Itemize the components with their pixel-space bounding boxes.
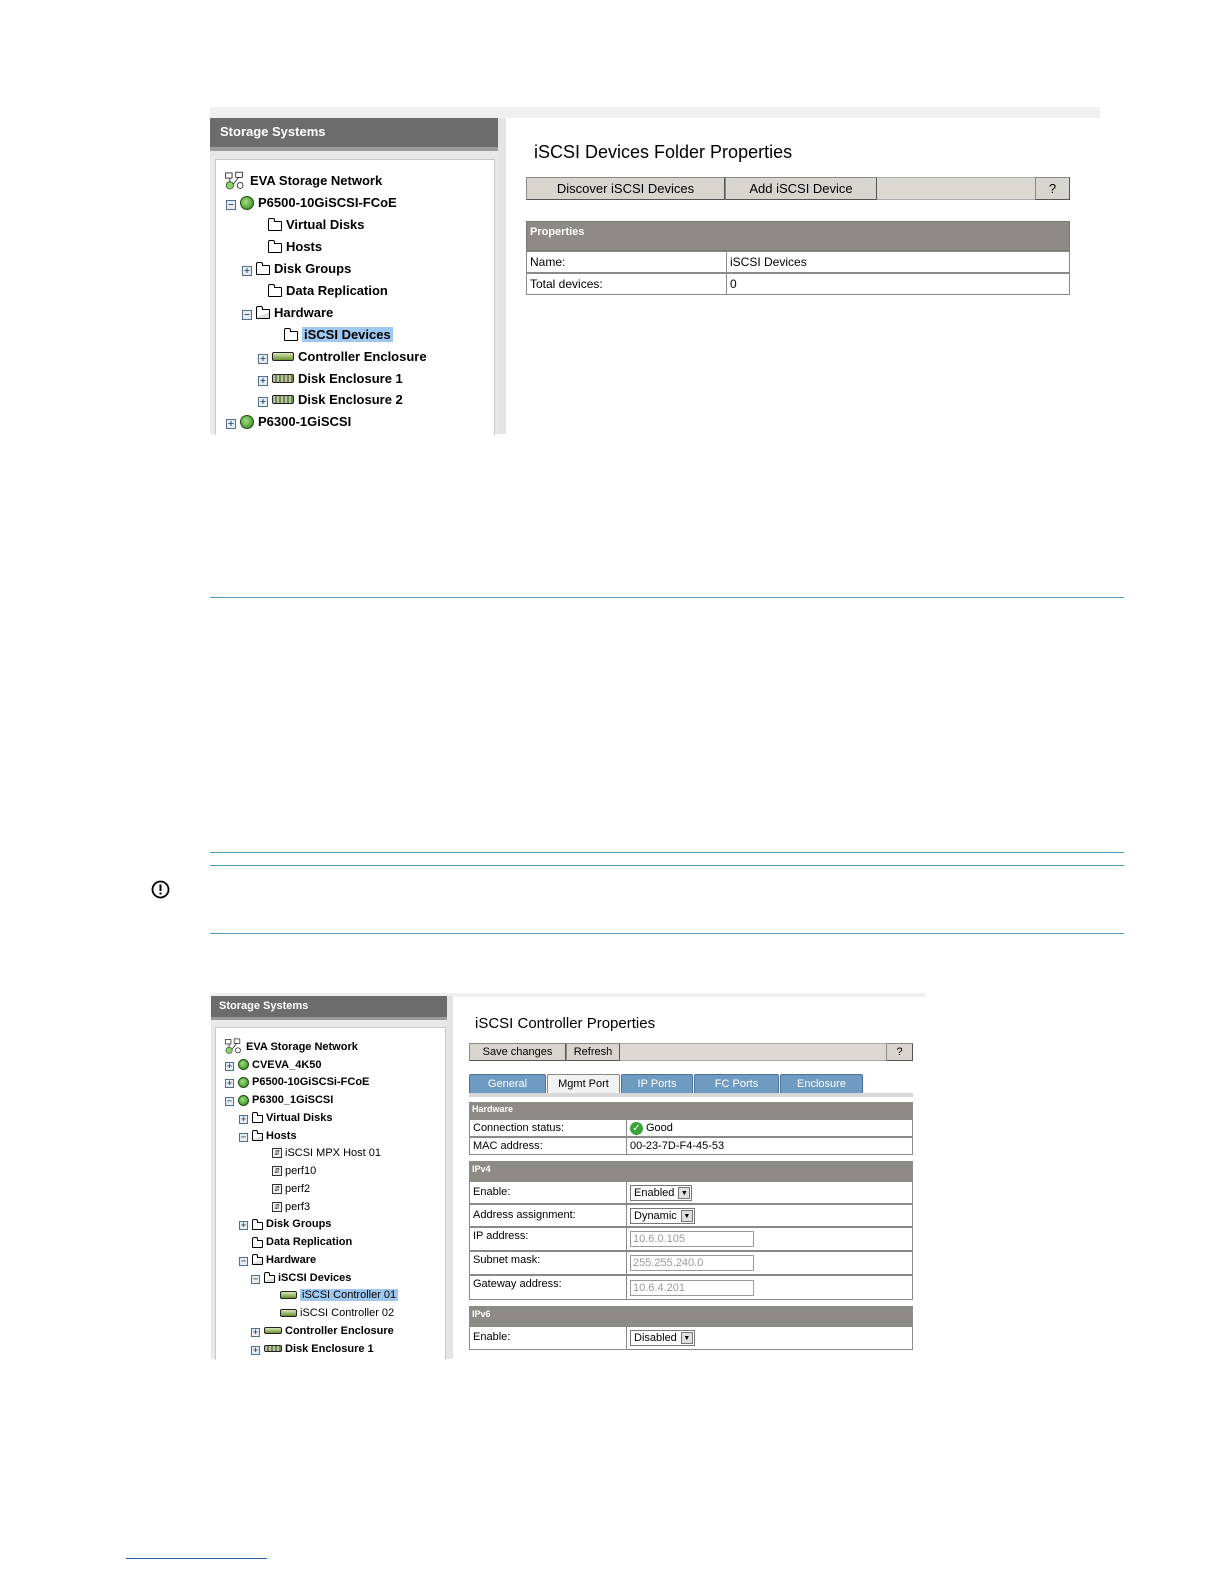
- note-top-line: [210, 852, 1124, 853]
- expand-toggle-icon[interactable]: −: [227, 200, 235, 210]
- expand-toggle-icon[interactable]: +: [252, 1345, 259, 1354]
- globe-icon: [238, 1059, 249, 1070]
- expand-toggle-icon[interactable]: +: [240, 1221, 247, 1230]
- ipv6-enable-row: [469, 1326, 913, 1350]
- address-assignment-row: [469, 1204, 913, 1227]
- disk-enclosure-icon: [264, 1345, 282, 1352]
- expand-toggle-icon[interactable]: +: [252, 1327, 259, 1336]
- tree-item-label: iSCSI MPX Host 01: [285, 1147, 381, 1160]
- help-button[interactable]: ?: [1035, 177, 1070, 200]
- mac-address-value: 00-23-7D-F4-45-53: [630, 1140, 725, 1152]
- check-icon: ✓: [630, 1122, 643, 1135]
- discover-iscsi-devices-button[interactable]: Discover iSCSI Devices: [526, 177, 725, 200]
- tree-item[interactable]: [259, 1180, 310, 1198]
- subnet-mask-row: [469, 1251, 913, 1275]
- subnet-mask-input[interactable]: 255.255.240.0: [630, 1255, 754, 1271]
- tree-item[interactable]: [254, 236, 322, 258]
- ipv4-enable-select[interactable]: [630, 1185, 692, 1201]
- refresh-button[interactable]: Refresh: [566, 1043, 620, 1061]
- property-row-name: [526, 251, 1070, 273]
- folder-icon: [284, 331, 298, 341]
- property-row-total-devices: [526, 273, 1070, 295]
- tree-item[interactable]: [258, 389, 403, 411]
- divider-line: [210, 597, 1124, 598]
- ipv4-enable-label: Enable:: [470, 1182, 627, 1203]
- tree-item-label: Data Replication: [286, 282, 388, 298]
- expand-toggle-icon[interactable]: +: [259, 375, 267, 385]
- tree-item-label: Hosts: [266, 1129, 297, 1142]
- globe-icon: [238, 1077, 249, 1088]
- top-strip: [210, 107, 1100, 118]
- gateway-address-row: [469, 1275, 913, 1300]
- ip-address-input[interactable]: 10.6.0.105: [630, 1231, 754, 1247]
- page-title: iSCSI Devices Folder Properties: [534, 142, 793, 162]
- tree-item[interactable]: [239, 1216, 331, 1234]
- host-icon: ⇵: [272, 1148, 282, 1158]
- panel-title: Storage Systems: [211, 996, 447, 1017]
- ipv4-enable-row: [469, 1181, 913, 1204]
- expand-toggle-icon[interactable]: −: [240, 1256, 247, 1265]
- tree-item[interactable]: [251, 1269, 351, 1287]
- tree-item-label: P6300-1GiSCSI: [258, 414, 352, 430]
- property-key: Total devices:: [527, 274, 727, 294]
- folder-icon: [252, 1115, 263, 1123]
- tree-item-label: Disk Enclosure 1: [298, 370, 403, 386]
- page-title: iSCSI Controller Properties: [475, 1015, 656, 1032]
- tree-item-label: iSCSI Controller 02: [300, 1307, 395, 1320]
- tree-item-label: Controller Enclosure: [298, 348, 427, 364]
- ipv6-enable-select[interactable]: [630, 1330, 695, 1346]
- tree-item[interactable]: [239, 1127, 297, 1145]
- expand-toggle-icon[interactable]: +: [226, 1061, 233, 1070]
- tree-item[interactable]: [258, 367, 403, 389]
- tree-item-label: Virtual Disks: [266, 1111, 333, 1124]
- globe-icon: [240, 196, 254, 210]
- ip-address-label: IP address:: [470, 1228, 627, 1250]
- tree-item[interactable]: [259, 1145, 381, 1163]
- dropdown-arrow-icon: ▼: [681, 1210, 693, 1222]
- expand-toggle-icon[interactable]: +: [227, 419, 235, 429]
- tree-item-label: Disk Enclosure 2: [298, 392, 403, 408]
- ipv6-section-header: IPv6: [469, 1306, 913, 1326]
- tree-item[interactable]: [259, 1198, 310, 1216]
- connection-status-row: [469, 1119, 913, 1137]
- tree-item-label: perf2: [285, 1182, 311, 1195]
- expand-toggle-icon[interactable]: −: [243, 309, 251, 319]
- tree-item-label: Disk Groups: [266, 1218, 332, 1231]
- connection-status-value: Good: [646, 1122, 673, 1134]
- tree-item-label: perf3: [285, 1200, 311, 1213]
- note-bottom-line: [210, 933, 1124, 934]
- expand-toggle-icon[interactable]: +: [243, 266, 251, 276]
- mac-address-row: [469, 1137, 913, 1155]
- folder-icon: [256, 265, 270, 275]
- tree-item-label: perf10: [285, 1165, 317, 1178]
- expand-toggle-icon[interactable]: +: [259, 397, 267, 407]
- gateway-address-input[interactable]: 10.6.4.201: [630, 1280, 754, 1296]
- tree-item-label: P6500-10GiSCSI-FCoE: [258, 195, 397, 211]
- connection-status-label: Connection status:: [470, 1120, 627, 1136]
- tree-item-label: EVA Storage Network: [250, 173, 383, 189]
- tree-item[interactable]: [226, 192, 397, 214]
- host-icon: ⇵: [272, 1166, 282, 1176]
- tree-item-label: Data Replication: [266, 1236, 353, 1249]
- tree-item[interactable]: [239, 1233, 352, 1251]
- note-top-line-2: [210, 865, 1124, 866]
- folder-open-icon: [256, 309, 270, 319]
- host-icon: ⇵: [272, 1202, 282, 1212]
- help-button[interactable]: ?: [886, 1043, 913, 1061]
- controller-enclosure-icon: [272, 352, 294, 361]
- tree-item-label: iSCSI Controller 01: [302, 1289, 397, 1302]
- expand-toggle-icon[interactable]: −: [252, 1274, 259, 1283]
- tree-item-label: Hardware: [274, 304, 334, 320]
- iscsi-controller-icon: [280, 1291, 297, 1299]
- figure1-screenshot: [210, 107, 1100, 434]
- tree-item-label: Virtual Disks: [286, 217, 365, 233]
- splitter[interactable]: [498, 118, 506, 434]
- important-icon: [151, 880, 170, 899]
- dropdown-arrow-icon: ▼: [681, 1332, 693, 1344]
- expand-toggle-icon[interactable]: +: [226, 1079, 233, 1088]
- tab-enclosure[interactable]: Enclosure: [780, 1074, 863, 1093]
- folder-icon: [268, 243, 282, 253]
- tree-item-label: CVEVA_4K50: [252, 1058, 322, 1071]
- tab-fc-ports[interactable]: FC Ports: [694, 1074, 779, 1093]
- globe-icon: [240, 415, 254, 429]
- folder-open-icon: [264, 1275, 275, 1283]
- properties-header: Properties: [526, 221, 1070, 251]
- tree-item[interactable]: [239, 1251, 316, 1269]
- tree-item-label: P6500-10GiSCSi-FCoE: [252, 1076, 370, 1089]
- folder-icon: [252, 1240, 263, 1248]
- save-changes-button[interactable]: Save changes: [469, 1043, 566, 1061]
- folder-icon: [268, 287, 282, 297]
- footer-line: [126, 1558, 267, 1559]
- tree-item[interactable]: [242, 258, 351, 280]
- tree-item[interactable]: [254, 280, 388, 302]
- tree-item[interactable]: [226, 411, 351, 433]
- tree-item[interactable]: [254, 214, 365, 236]
- folder-open-icon: [252, 1133, 263, 1141]
- tree-item[interactable]: [270, 323, 393, 345]
- tree-item-label: Disk Groups: [274, 261, 352, 277]
- tree-item[interactable]: [251, 1322, 394, 1340]
- tree-item-label: Controller Enclosure: [285, 1324, 394, 1337]
- controller-enclosure-icon: [264, 1327, 282, 1334]
- globe-icon: [238, 1095, 249, 1106]
- add-iscsi-device-button[interactable]: Add iSCSI Device: [725, 177, 877, 200]
- host-icon: ⇵: [272, 1184, 282, 1194]
- tree-item[interactable]: [224, 170, 382, 192]
- tree-item[interactable]: [258, 345, 427, 367]
- property-key: Name:: [527, 252, 727, 272]
- folder-open-icon: [252, 1257, 263, 1265]
- address-assignment-label: Address assignment:: [470, 1205, 627, 1226]
- subnet-mask-label: Subnet mask:: [470, 1252, 627, 1274]
- disk-enclosure-icon: [272, 374, 294, 383]
- tree-item-label: iSCSI Devices: [278, 1271, 352, 1284]
- folder-icon: [268, 221, 282, 231]
- tree-item-label: P6300_1GiSCSI: [252, 1094, 334, 1107]
- ipv6-enable-label: Enable:: [470, 1327, 627, 1349]
- network-icon: [224, 1038, 243, 1055]
- tree-item-label: Hardware: [266, 1253, 317, 1266]
- tree-item[interactable]: [225, 1091, 333, 1109]
- iscsi-controller-icon: [280, 1309, 297, 1317]
- network-icon: [224, 171, 246, 191]
- tab-general[interactable]: General: [469, 1074, 546, 1093]
- expand-toggle-icon[interactable]: +: [240, 1114, 247, 1123]
- dropdown-arrow-icon: ▼: [678, 1187, 690, 1199]
- expand-toggle-icon[interactable]: −: [240, 1132, 247, 1141]
- folder-icon: [252, 1222, 263, 1230]
- tab-bar: [469, 1074, 913, 1094]
- ipv6-enable-value: Disabled: [634, 1332, 677, 1344]
- mac-address-label: MAC address:: [470, 1138, 627, 1154]
- tree-item[interactable]: [251, 1340, 374, 1358]
- tree-item-label: EVA Storage Network: [246, 1040, 358, 1053]
- tree-item-label: iSCSI Devices: [304, 326, 391, 342]
- address-assignment-select[interactable]: [630, 1208, 695, 1224]
- tree-item[interactable]: [225, 1074, 369, 1092]
- tree-item[interactable]: [267, 1304, 394, 1322]
- expand-toggle-icon[interactable]: +: [259, 353, 267, 363]
- address-assignment-value: Dynamic: [634, 1209, 677, 1222]
- tree-item[interactable]: [267, 1287, 398, 1305]
- tree-item[interactable]: [242, 301, 333, 323]
- tree-item[interactable]: [225, 1056, 322, 1074]
- tree-item[interactable]: [259, 1162, 316, 1180]
- property-value: 0: [730, 277, 737, 291]
- tab-mgmt-port[interactable]: Mgmt Port: [547, 1074, 620, 1094]
- hardware-section-header: Hardware: [469, 1102, 913, 1119]
- panel-title: Storage Systems: [210, 118, 498, 147]
- tree-item-label: Disk Enclosure 1: [285, 1342, 374, 1355]
- gateway-address-label: Gateway address:: [470, 1276, 627, 1299]
- tree-item-label: Hosts: [286, 239, 323, 255]
- tree-item[interactable]: [239, 1109, 332, 1127]
- property-value: iSCSI Devices: [730, 255, 807, 269]
- tree-item[interactable]: [224, 1038, 358, 1056]
- ipv4-section-header: IPv4: [469, 1161, 913, 1181]
- disk-enclosure-icon: [272, 395, 294, 404]
- ipv4-enable-value: Enabled: [634, 1186, 675, 1199]
- tab-ip-ports[interactable]: IP Ports: [621, 1074, 693, 1093]
- splitter[interactable]: [447, 996, 453, 1359]
- ip-address-row: [469, 1227, 913, 1251]
- figure2-screenshot: [211, 993, 925, 1359]
- expand-toggle-icon[interactable]: −: [226, 1097, 233, 1106]
